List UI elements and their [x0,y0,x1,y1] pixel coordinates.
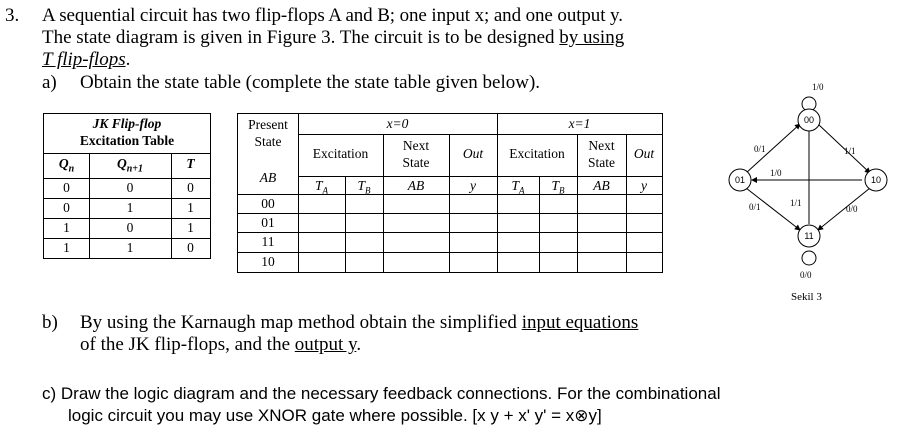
present-state-label-1: Present [248,117,288,132]
question-line-2-underlined: by using [559,27,625,48]
ab-label-x0: AB [407,178,425,193]
question-line-2-text: The state diagram is given in Figure 3. The circuit is to be designed [42,27,560,48]
tb-label-x1: $T_B$ [551,178,565,196]
ta-label-x0: $T_A$ [314,178,328,196]
label-e-01-11: 0/1 [749,202,761,212]
jk-r2-c0: 1 [63,220,70,235]
out-label-x0: Out [462,146,484,161]
state-table [237,113,663,273]
label-e-10-01: 1/0 [770,168,782,178]
label-e-00-10: 1/1 [844,146,856,156]
question-number: 3. [5,5,20,26]
tb-label-x0: $T_B$ [357,178,371,196]
part-a-label: a) [42,72,57,93]
part-b-line-2-period: . [356,334,362,355]
jk-r3-c0: 1 [63,240,70,255]
jk-r2-c2: 1 [187,220,194,235]
ab-label-x1: AB [593,178,610,193]
present-state-11: 11 [261,234,275,249]
state-11-label: 11 [804,231,814,241]
present-state-01: 01 [261,215,275,230]
ab-label-present: AB [259,170,277,185]
self-loop-11 [802,251,816,265]
ta-label-x1: $T_A$ [511,178,525,196]
present-state-00: 00 [261,196,275,211]
jk-r3-c1: 1 [126,240,134,255]
state-diagram [720,78,898,308]
excitation-label-x1: Excitation [509,146,565,161]
part-c-line-1: c) Draw the logic diagram and the necessary feedback connections. For the combinational [42,384,721,403]
next-state-label-x0-1: Next [402,138,430,153]
part-b-line-1-underlined: input equations [521,312,639,333]
label-self-00: 1/0 [812,82,824,92]
jk-header-qn: $Q_n$ [58,156,75,175]
next-state-label-x0-2: State [402,155,430,170]
y-label-x1: y [641,178,647,193]
part-a-text: Obtain the state table (complete the state table given below). [80,72,541,93]
part-b-line-1-text: By using the Karnaugh map method obtain the simplified [80,312,522,333]
out-label-x1: Out [633,146,655,161]
question-line-2 [42,27,624,49]
question-line-3-underlined: T flip-flops [42,49,126,70]
question-line-1: A sequential circuit has two flip-flops A and B; one input x; and one output y. [42,5,623,26]
state-10-label: 10 [870,175,882,185]
label-self-11: 0/0 [800,270,812,280]
jk-excitation-table [43,113,211,259]
edge-10-11 [818,188,870,230]
jk-r1-c1: 1 [126,200,134,215]
next-state-label-x1-1: Next [588,138,615,153]
label-e-11-00: 1/1 [790,198,802,208]
jk-r1-c0: 0 [63,200,70,215]
x0-header: x=0 [386,116,409,131]
question-line-3-period: . [125,49,131,70]
jk-header-t: T [186,156,195,171]
label-e-01-00: 0/1 [754,144,766,154]
state-01-label: 01 [734,175,746,185]
part-b-line-2-underlined: output y [294,334,357,355]
part-b-line-2-text: of the JK flip-flops, and the [80,334,295,355]
jk-table-title-2: Excitation Table [79,133,175,148]
part-c-line-2: logic circuit you may use XNOR gate where possible. [x y + x' y' = x⊗y] [68,406,602,425]
part-b-line-2 [80,334,361,356]
next-state-label-x1-2: State [588,155,615,170]
x1-header: x=1 [568,116,591,131]
question-line-3 [42,49,130,71]
jk-r3-c2: 0 [187,240,194,255]
jk-r0-c2: 0 [187,180,194,195]
excitation-label-x0: Excitation [312,146,369,161]
part-b-line-1 [80,312,638,334]
state-00-label: 00 [803,115,815,125]
present-state-10: 10 [261,254,275,269]
jk-r0-c1: 0 [126,180,134,195]
jk-r2-c1: 0 [126,220,134,235]
jk-table-title-1: JK Flip-flop [92,116,162,131]
part-b-label: b) [42,312,58,333]
label-e-10-11: 0/0 [846,204,858,214]
jk-r1-c2: 1 [187,200,194,215]
present-state-label-2: State [254,134,282,149]
y-label-x0: y [470,178,476,193]
jk-r0-c0: 0 [63,180,70,195]
figure-caption: Sekil 3 [791,291,822,303]
jk-header-qn1: $Q_{n+1}$ [116,156,143,175]
